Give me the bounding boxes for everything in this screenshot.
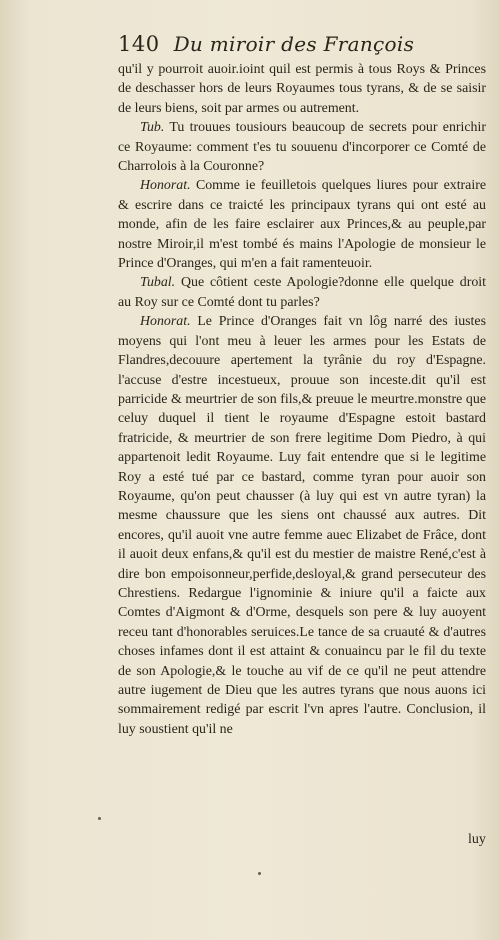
paragraph-tubal-1	[118, 118, 486, 176]
catchword: luy	[468, 832, 486, 847]
page-number: 140	[118, 32, 160, 56]
paragraph-tubal-2	[118, 273, 486, 312]
bottom-mark	[258, 872, 261, 875]
paragraph-text: Que côtient ceste Apologie?donne elle quelque droit au Roy sur ce Comté dont tu parles?	[118, 275, 486, 310]
paragraph-continuation	[118, 60, 486, 118]
paragraph-text: Comme ie feuilletois quelques liures pour extraire & escrire dans ce traicté les principaux tyrans qui ont esté au monde, afin de les faire esclairer aux Princes,& au peuple,par nostre Miroir,il m'est tombé és mains l'Apologie de monsieur le Prince d'Oranges, qui m'en a fait ramenteuoir.	[118, 178, 486, 272]
paragraph-text: qu'il y pourroit auoir.ioint quil est permis à tous Roys & Princes de deschasser hors de leurs Royaumes tous tyrans, & de se saisir de leurs biens, soit par armes ou autrement.	[118, 62, 486, 116]
paragraph-honorat-1	[118, 176, 486, 273]
paragraph-honorat-2	[118, 312, 486, 739]
speaker-name: Honorat.	[140, 178, 191, 194]
running-title: Du miroir des François	[173, 32, 415, 56]
page-header	[118, 32, 448, 62]
page-body	[118, 60, 486, 739]
paragraph-text: Tu trouues tousiours beaucoup de secrets pour enrichir ce Royaume: comment t'es tu souuenu d'incorporer ce Comté de Charrolois à la Couronne?	[118, 120, 486, 175]
speaker-name: Tubal.	[140, 275, 176, 291]
paragraph-text: Le Prince d'Oranges fait vn lôg narré des iustes moyens qui l'ont meu à leuer les armes pour les Estats de Flandres,decouure apertement la tyrânie du roy d'Espagne. l'accuse d'estre incestueux, prouue son inceste.dit qu'il est parricide & meurtrier de son fils,& preuue le meurtre.monstre que celuy duquel il tient le royaume d'Espagne estoit bastard fratricide, & meurtrier de son frere legitime Dom Piedro, à qui appartenoit ledit Royaume. Luy fait entendre que si le legitime Roy a esté tué par ce bastard, comme tyran pour auoir son Royaume, qu'on peut chausser (à luy qui est vn autre tyran) la mesme chaussure que les siens ont chaussé aux autres. Dit encores, qu'il auoit vne autre femme auec Elizabet de Frâce, dont il auoit deux enfans,& qu'il est du mestier de maistre René,c'est à dire bon empoisonneur,perfide,desloyal,& grand persecuteur des Chrestiens. Redargue l'ignominie & iniure qu'il a faicte aux Comtes d'Aigmont & d'Orme, desquels son pere & luy auoyent receu tant d'honorables seruices.Le tance de sa cruauté & d'autres choses infames dont il est attaint & conuaincu par le fil du texte de son Apologie,& le touche au vif de ce qu'il ne peut attendre autre iugement de Dieu que les autres tyrans que nous auons ici sommairement redigé par escrit l'vn apres l'autre. Conclusion, il luy soustient qu'il ne	[118, 314, 486, 737]
speaker-name: Honorat.	[140, 314, 191, 330]
margin-mark	[98, 817, 101, 820]
speaker-name: Tub.	[140, 120, 165, 136]
